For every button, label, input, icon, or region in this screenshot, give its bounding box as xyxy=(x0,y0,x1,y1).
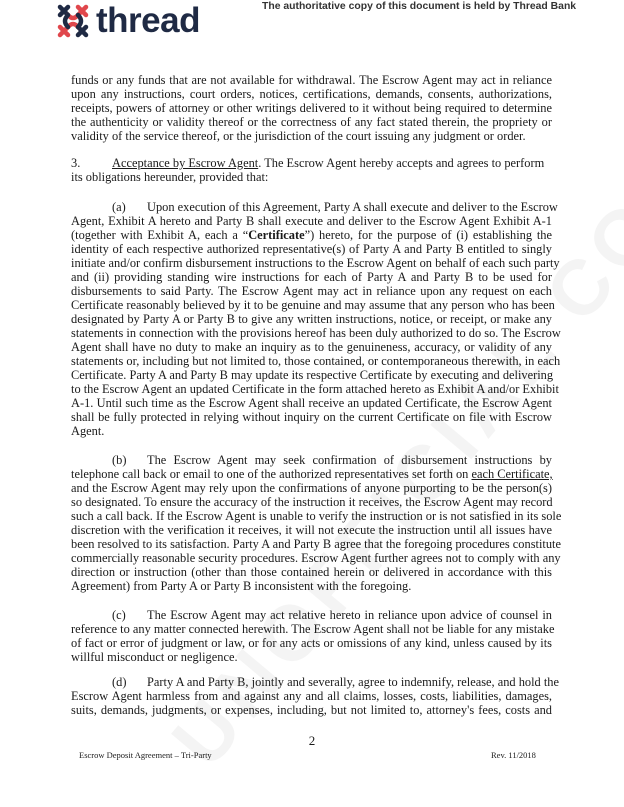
text-line xyxy=(71,636,552,650)
text-line xyxy=(71,509,562,523)
text-line xyxy=(71,228,552,242)
text-line xyxy=(71,523,552,537)
subsection-b xyxy=(71,453,562,593)
line-text: identity of each respective authorized representative(s) of Party A and Party B entitled to singly xyxy=(71,242,552,256)
authoritative-copy-note: The authoritative copy of this document is held by Thread Bank xyxy=(262,1,577,12)
line-text: and the Escrow Agent may rely upon the confirmations of anyone purporting to be the person(s) xyxy=(71,481,552,495)
line-text: of fact or error of judgment or law, or for any acts or omissions of any kind, unless caused by its xyxy=(71,636,552,650)
section-number: 3. xyxy=(71,156,81,170)
logo-text: thread xyxy=(96,1,200,40)
text-line xyxy=(71,87,552,101)
section-text: . The Escrow Agent hereby accepts and agrees to perform xyxy=(258,156,545,170)
text-line xyxy=(71,340,552,354)
line-text: Agent shall have no duty to make an inquiry as to the genuineness, accuracy, or validity of any xyxy=(71,340,552,354)
line-text: commercially reasonable security procedures. Escrow Agent further agrees not to comply with any xyxy=(71,551,561,565)
thread-chain-icon xyxy=(54,1,92,41)
text-line xyxy=(71,396,552,410)
subsection-a xyxy=(71,200,561,438)
text-line xyxy=(71,200,558,214)
line-text: Agreement) from Party A or Party B inconsistent with the foregoing. xyxy=(71,579,412,593)
text-line xyxy=(71,382,559,396)
text-line xyxy=(71,73,552,87)
line-text: statements or, including but not limited to, those contained, or contemporaneous therewith, in each xyxy=(71,354,561,368)
text-line xyxy=(71,495,552,509)
text-line xyxy=(71,368,552,382)
line-text: disbursements to said Party. The Escrow Agent may act in reliance upon any request on each xyxy=(71,284,552,298)
footer-document-title: Escrow Deposit Agreement – Tri-Party xyxy=(79,750,212,760)
text-line xyxy=(71,242,552,256)
line-text: telephone call back or email to one of the authorized representatives set forth on xyxy=(71,467,472,481)
text-line xyxy=(71,551,561,565)
line-text: to the Escrow Agent an updated Certificate in the form attached hereto as Exhibit A and/or Exhibit xyxy=(71,382,559,396)
line-text: discretion with the verification it receives, it will not execute the instruction until all issues have xyxy=(71,523,552,537)
line-text: initiate and/or confirm disbursement instructions to the Escrow Agent on behalf of each such party xyxy=(71,256,560,270)
text-line xyxy=(71,214,552,228)
line-text: Escrow Agent harmless from and against any and all claims, losses, costs, liabilities, damages, xyxy=(71,689,552,703)
text-line xyxy=(71,481,552,495)
defined-term: Certificate xyxy=(248,228,305,242)
line-text: statements in connection with the provisions hereof has been duly authorized to do so. The Escrow xyxy=(71,326,561,340)
line-text: Certificate. Party A and Party B may update its respective Certificate by executing and delivering xyxy=(71,368,554,382)
line-text: been resolved to its satisfaction. Party A and Party B agree that the foregoing procedures constitute xyxy=(71,537,561,551)
subsection-d xyxy=(71,675,559,717)
text-line xyxy=(71,298,555,312)
text-line xyxy=(71,256,560,270)
underlined-text: each Certificate, xyxy=(471,467,553,481)
line-text: such a call back. If the Escrow Agent is unable to verify the instruction or is not satisfied in its sole xyxy=(71,509,562,523)
text-line xyxy=(71,703,552,717)
line-text: A-1. Until such time as the Escrow Agent shall receive an updated Certificate, the Escrow Agent xyxy=(71,396,552,410)
section-heading: Acceptance by Escrow Agent xyxy=(112,156,259,170)
section-text: its obligations hereunder, provided that: xyxy=(71,170,269,184)
text-line xyxy=(71,354,561,368)
paragraph-continuation xyxy=(71,73,552,143)
line-text: direction or instruction (other than those contained herein or delivered in accordance with this xyxy=(71,565,552,579)
line-text: ”) hereto, for the purpose of (i) establishing the xyxy=(304,228,552,242)
subsection-label: (b) xyxy=(112,453,127,467)
text-line xyxy=(71,622,555,636)
line-text: Certificate reasonably believed by it to be genuine and may assume that any person who has been xyxy=(71,298,555,312)
text-line xyxy=(71,326,561,340)
line-text: the authenticity or validity thereof or the correctness of any fact stated therein, the propriety or xyxy=(71,115,552,129)
line-text: Agent, Exhibit A hereto and Party B shall execute and deliver to the Escrow Agent Exhibit A-1 xyxy=(71,214,552,228)
text-line xyxy=(71,101,552,115)
subsection-label: (a) xyxy=(112,200,126,214)
page-number: 2 xyxy=(308,733,316,748)
subsection-label: (c) xyxy=(112,608,126,622)
text-line xyxy=(71,579,552,593)
line-text: so designated. To ensure the accuracy of the instruction it receives, the Escrow Agent may record xyxy=(71,495,553,509)
text-line xyxy=(71,284,552,298)
line-text: suits, demands, judgments, or expenses, including, but not limited to, attorney's fees, costs and xyxy=(71,703,552,717)
line-text: upon any instructions, court orders, notices, certifications, demands, consents, authorizations, xyxy=(71,87,552,101)
text-line xyxy=(71,410,552,424)
text-line xyxy=(71,453,552,467)
text-line xyxy=(71,270,552,284)
text-line xyxy=(71,608,552,622)
line-text: shall be fully protected in relying without inquiry on the current Certificate on file with Escrow xyxy=(71,410,552,424)
text-line xyxy=(71,129,552,143)
text-line xyxy=(71,675,559,689)
line-text: The Escrow Agent may seek confirmation of disbursement instructions by xyxy=(147,453,552,467)
line-text: (together with Exhibit A, each a “ xyxy=(71,228,249,242)
line-text: designated by Party A or Party B to give any written instructions, notice, or receipt, or make any xyxy=(71,312,552,326)
line-text: validity of the service thereof, or the jurisdiction of the court issuing any judgment or order. xyxy=(71,129,526,143)
line-text: Party A and Party B, jointly and severally, agree to indemnify, release, and hold the xyxy=(147,675,559,689)
line-text: Upon execution of this Agreement, Party A shall execute and deliver to the Escrow xyxy=(147,200,558,214)
text-line xyxy=(71,689,552,703)
text-line xyxy=(71,565,552,579)
section-3 xyxy=(71,156,552,184)
line-text: reference to any matter connected herewith. The Escrow Agent shall not be liable for any mistake xyxy=(71,622,555,636)
text-line xyxy=(71,312,552,326)
line-text: The Escrow Agent may act relative hereto in reliance upon advice of counsel in xyxy=(147,608,552,622)
thread-logo xyxy=(54,0,200,42)
footer-revision: Rev. 11/2018 xyxy=(491,750,536,760)
line-text: funds or any funds that are not available for withdrawal. The Escrow Agent may act in reliance xyxy=(71,73,552,87)
text-line xyxy=(71,424,552,438)
text-line xyxy=(71,115,552,129)
line-text: receipts, powers of attorney or other writings delivered to it without being required to determine xyxy=(71,101,552,115)
subsection-c xyxy=(71,608,555,664)
text-line xyxy=(71,537,561,551)
subsection-label: (d) xyxy=(112,675,127,689)
line-text: Agent. xyxy=(71,424,105,438)
line-text: willful misconduct or negligence. xyxy=(71,650,238,664)
line-text: and (ii) providing standing wire instructions for each of Party A and Party B to be used for xyxy=(71,270,552,284)
text-line xyxy=(71,650,552,664)
text-line xyxy=(71,467,552,481)
